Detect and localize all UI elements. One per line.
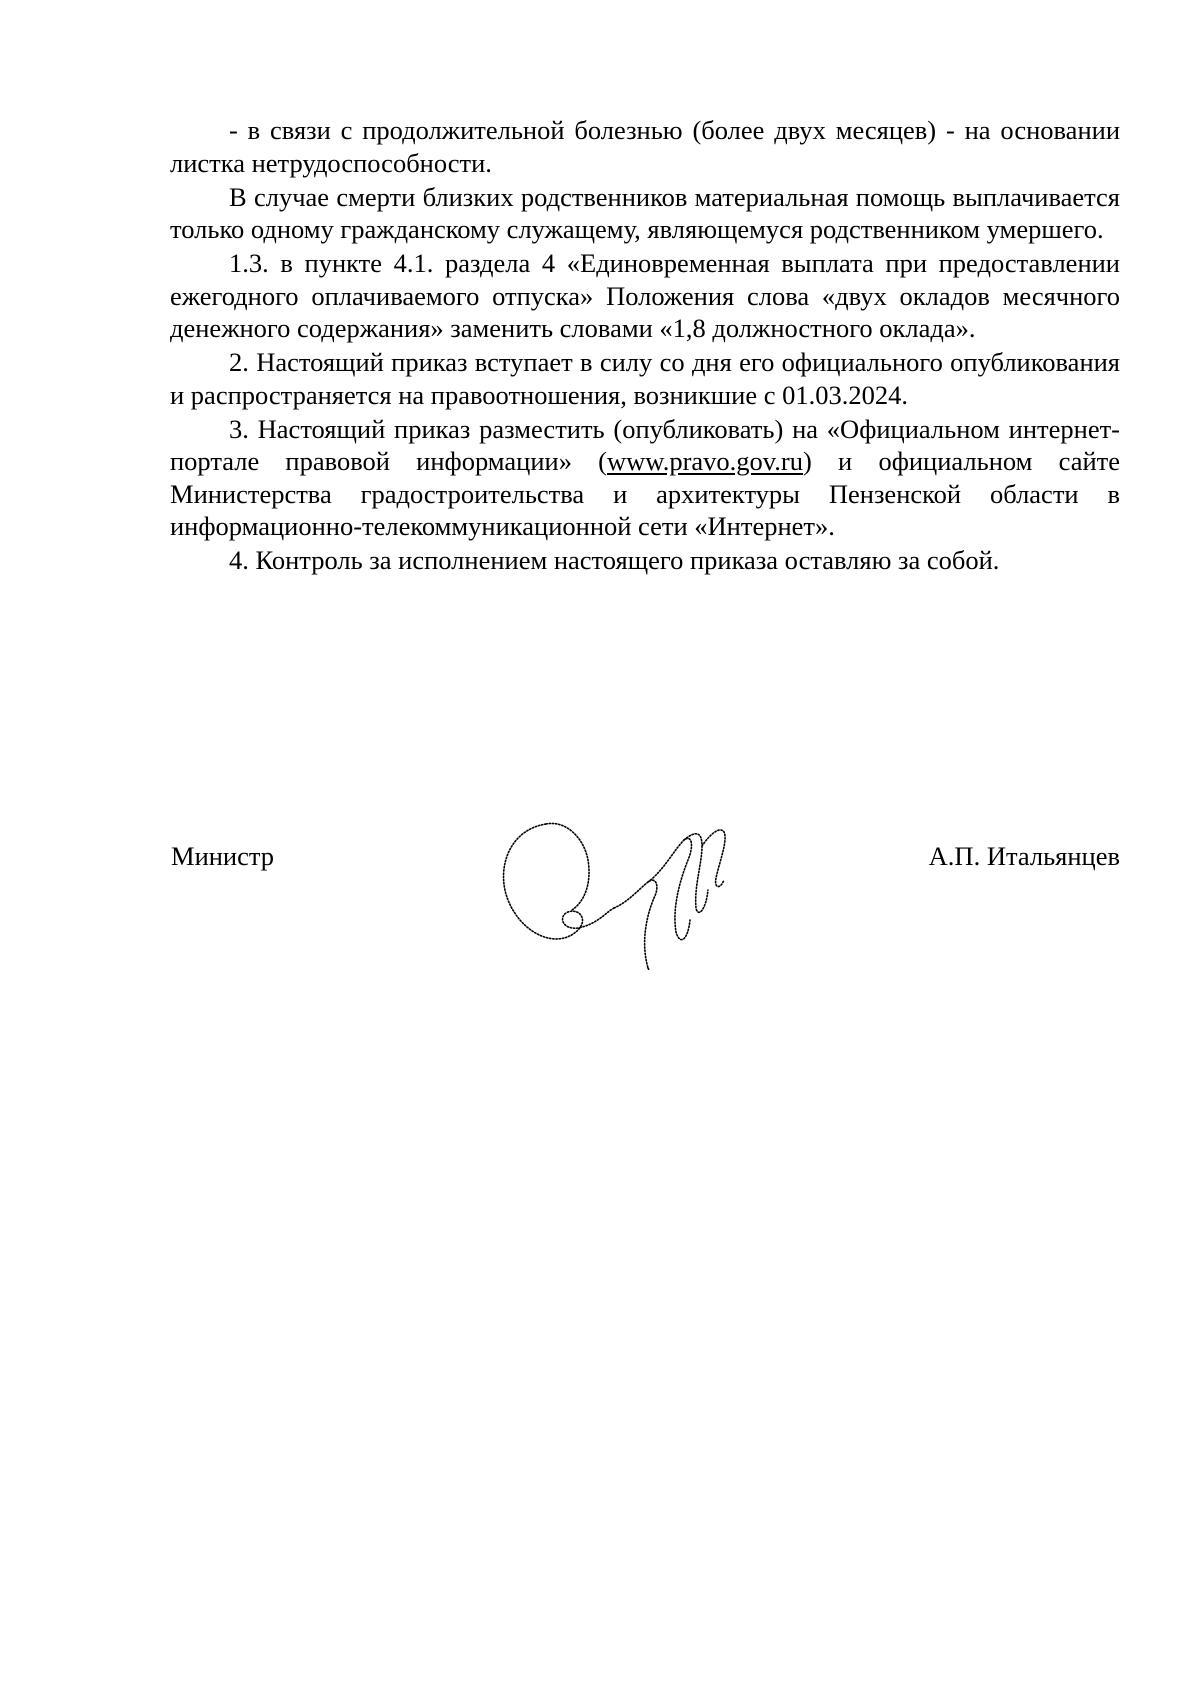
- paragraph-item-4: 4. Контроль за исполнением настоящего приказа оставляю за собой.: [229, 545, 1000, 575]
- signatory-name: А.П. Итальянцев: [928, 841, 1120, 871]
- paragraph-item-1-3: 1.3. в пункте 4.1. раздела 4 «Единовременная выплата при предоставлении ежегодного оплачиваемого отпуска» Положения слова «двух окладов месячного денежного содержания» заменить словами «1,8 должностного оклада».: [170, 248, 1120, 343]
- paragraph-item-3: [170, 413, 1120, 543]
- paragraph-illness-clause: - в связи с продолжительной болезнью (более двух месяцев) - на основании листка нетрудоспособности.: [170, 115, 1120, 178]
- paragraph-item-3-text-before: 3. Настоящий приказ разместить (опубликовать) на «Официальном интернет-портале правовой информации» (: [170, 413, 1120, 476]
- handwritten-signature: [488, 790, 748, 970]
- paragraph-item-3-text-after: ) и официальном сайте Министерства градостроительства и архитектуры Пензенской области в информационно-телекоммуникационной сети «Интернет».: [170, 446, 1120, 541]
- paragraph-item-2: 2. Настоящий приказ вступает в силу со дня его официального опубликования и распространяется на правоотношения, возникшие с 01.03.2024.: [170, 347, 1120, 410]
- document-body: [170, 114, 1120, 578]
- signatory-role: Министр: [171, 841, 275, 871]
- paragraph-death-clause: В случае смерти близких родственников материальная помощь выплачивается только одному гражданскому служащему, являющемуся родственником умершего.: [170, 181, 1120, 244]
- pravo-gov-link[interactable]: www.pravo.gov.ru: [607, 446, 804, 476]
